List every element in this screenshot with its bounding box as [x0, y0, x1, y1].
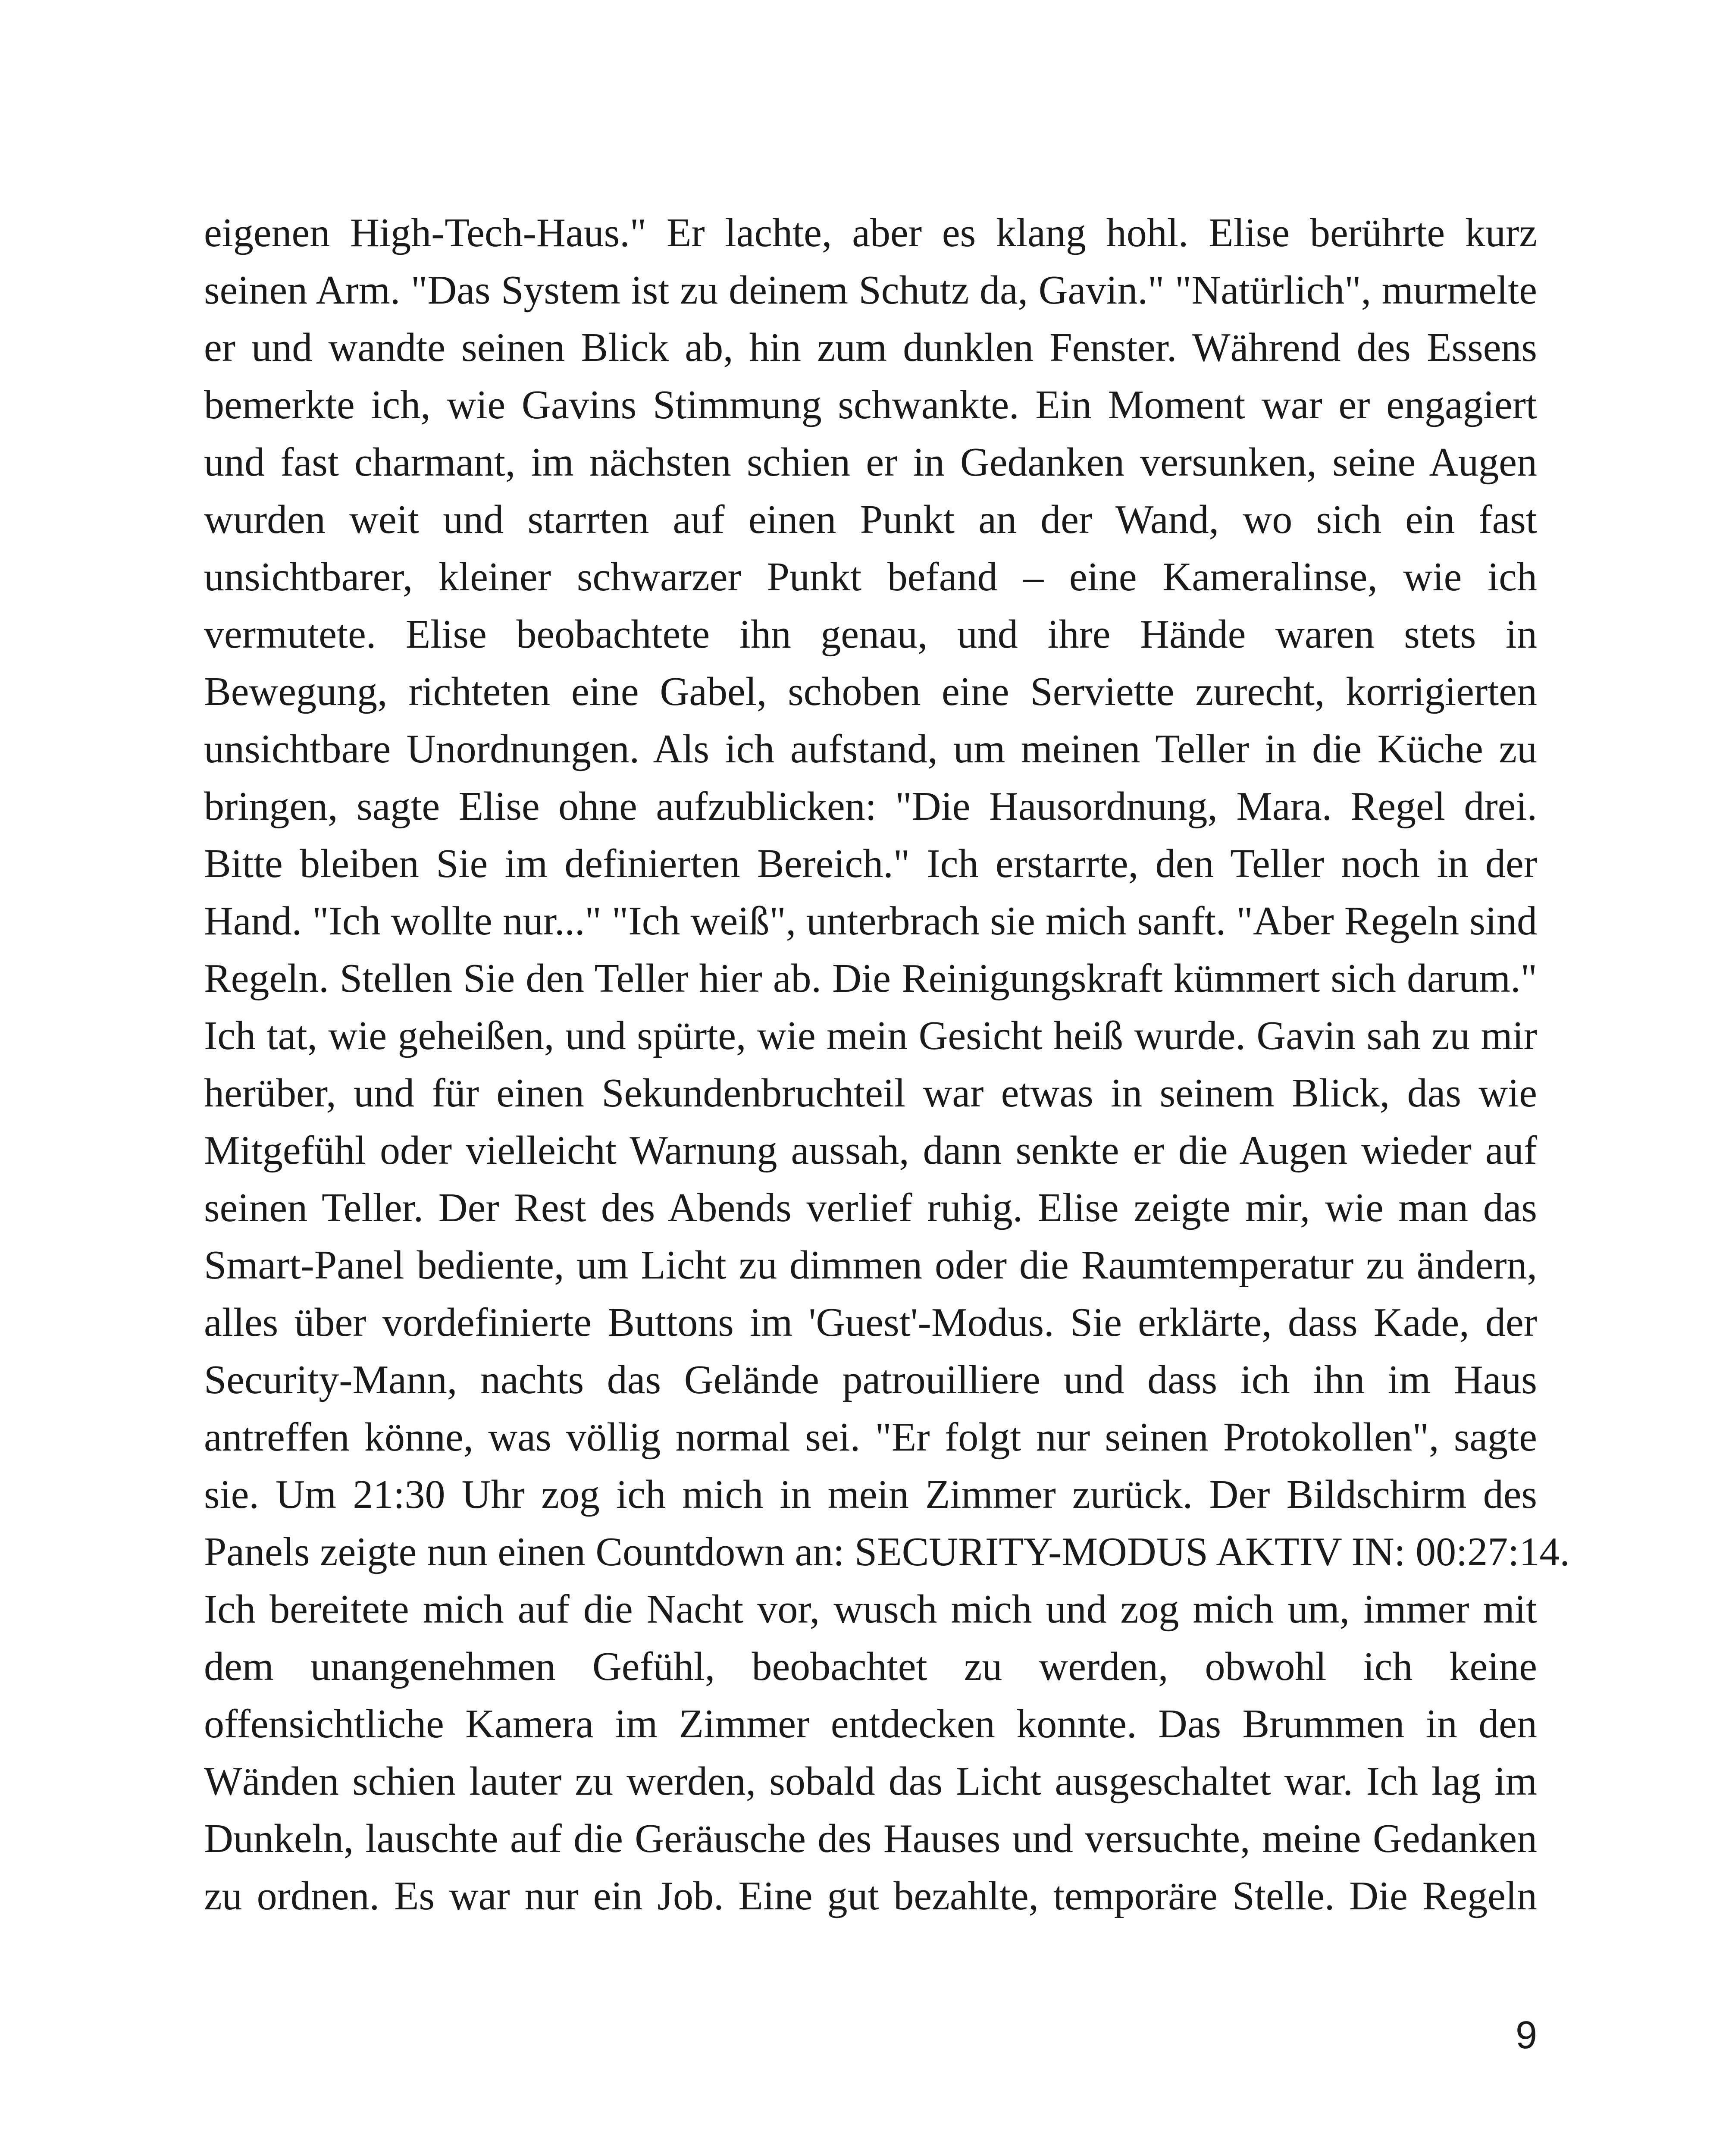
text-line-24: Panels zeigte nun einen Countdown an: SECURITY-MODUS AKTIV IN: 00:27:14.	[204, 1529, 1570, 1574]
text-line-30: zu ordnen. Es war nur ein Job. Eine gut bezahlte, temporäre Stelle. Die Regeln	[204, 1874, 1537, 1918]
text-line-29: Dunkeln, lauschte auf die Geräusche des Hauses und versuchte, meine Gedanken	[204, 1816, 1537, 1861]
text-line-6: wurden weit und starrten auf einen Punkt an der Wand, wo sich ein fast	[204, 497, 1537, 542]
text-line-14: Regeln. Stellen Sie den Teller hier ab. Die Reinigungskraft kümmert sich darum."	[204, 956, 1537, 1001]
text-line-26: dem unangenehmen Gefühl, beobachtet zu werden, obwohl ich keine	[204, 1644, 1537, 1689]
text-line-12: Bitte bleiben Sie im definierten Bereich." Ich erstarrte, den Teller noch in der	[204, 841, 1537, 886]
text-line-2: seinen Arm. "Das System ist zu deinem Schutz da, Gavin." "Natürlich", murmelte	[204, 268, 1537, 313]
text-line-17: Mitgefühl oder vielleicht Warnung aussah, dann senkte er die Augen wieder auf	[204, 1128, 1537, 1173]
text-line-22: antreffen könne, was völlig normal sei. "Er folgt nur seinen Protokollen", sagte	[204, 1415, 1537, 1460]
text-line-25: Ich bereitete mich auf die Nacht vor, wusch mich und zog mich um, immer mit	[204, 1587, 1537, 1632]
text-line-7: unsichtbarer, kleiner schwarzer Punkt befand – eine Kameralinse, wie ich	[204, 555, 1537, 599]
page-number: 9	[1515, 2014, 1537, 2057]
text-line-21: Security-Mann, nachts das Gelände patrouilliere und dass ich ihn im Haus	[204, 1357, 1537, 1402]
text-line-5: und fast charmant, im nächsten schien er in Gedanken versunken, seine Augen	[204, 440, 1537, 485]
text-line-20: alles über vordefinierte Buttons im 'Guest'-Modus. Sie erklärte, dass Kade, der	[204, 1300, 1537, 1345]
text-line-27: offensichtliche Kamera im Zimmer entdecken konnte. Das Brummen in den	[204, 1702, 1537, 1746]
text-line-10: unsichtbare Unordnungen. Als ich aufstand, um meinen Teller in die Küche zu	[204, 727, 1537, 771]
body-text	[204, 204, 1570, 1925]
text-line-11: bringen, sagte Elise ohne aufzublicken: "Die Hausordnung, Mara. Regel drei.	[204, 784, 1537, 829]
text-line-8: vermutete. Elise beobachtete ihn genau, und ihre Hände waren stets in	[204, 612, 1537, 657]
text-line-13: Hand. "Ich wollte nur..." "Ich weiß", unterbrach sie mich sanft. "Aber Regeln sind	[204, 899, 1537, 943]
text-line-1: eigenen High-Tech-Haus." Er lachte, aber es klang hohl. Elise berührte kurz	[204, 210, 1537, 255]
text-line-23: sie. Um 21:30 Uhr zog ich mich in mein Zimmer zurück. Der Bildschirm des	[204, 1472, 1537, 1517]
text-line-19: Smart-Panel bediente, um Licht zu dimmen oder die Raumtemperatur zu ändern,	[204, 1243, 1537, 1288]
text-line-28: Wänden schien lauter zu werden, sobald das Licht ausgeschaltet war. Ich lag im	[204, 1759, 1537, 1804]
text-line-18: seinen Teller. Der Rest des Abends verlief ruhig. Elise zeigte mir, wie man das	[204, 1185, 1537, 1230]
text-line-15: Ich tat, wie geheißen, und spürte, wie mein Gesicht heiß wurde. Gavin sah zu mir	[204, 1013, 1537, 1058]
text-line-3: er und wandte seinen Blick ab, hin zum dunklen Fenster. Während des Essens	[204, 325, 1537, 370]
text-line-9: Bewegung, richteten eine Gabel, schoben eine Serviette zurecht, korrigierten	[204, 669, 1537, 714]
text-line-16: herüber, und für einen Sekundenbruchteil war etwas in seinem Blick, das wie	[204, 1071, 1537, 1116]
text-line-4: bemerkte ich, wie Gavins Stimmung schwankte. Ein Moment war er engagiert	[204, 382, 1537, 427]
